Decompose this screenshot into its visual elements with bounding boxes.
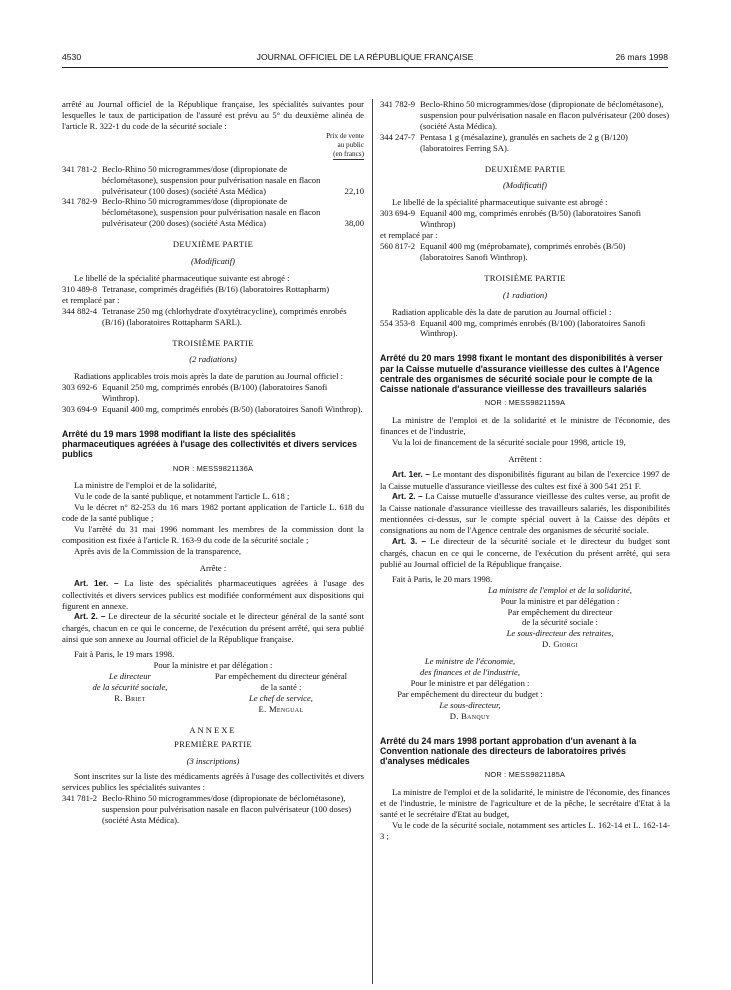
article-label: Art. 3. – [392, 537, 427, 547]
section-subtitle: (3 inscriptions) [186, 756, 240, 767]
product-label: Equanil 400 mg, comprimés enrobés (B/100) (laboratoires Sanofi Winthrop). [420, 317, 646, 339]
list-item [380, 208, 670, 230]
signature-left [62, 671, 198, 715]
signature-line: de la santé : [260, 681, 302, 692]
price-head-line: (en francs) [333, 149, 364, 158]
intro-paragraph: arrêté au Journal officiel de la République française, les spécialités suivantes pour lesquelles le taux de participation de l'assuré est prévu au 5° du deuxième alinéa de l'article R. 322-1 du code de la sécurité sociale : [62, 99, 364, 131]
article-label: Art. 1er. – [392, 469, 430, 479]
signature-line: Le sous-directeur, [439, 699, 501, 710]
list-item [62, 793, 364, 826]
product-label: Beclo-Rhino 50 microgrammes/dose (dipropionate de béclométasone), suspension pour pulvérisation nasale en flacon pulvérisateur (200 doses) (société Asta Médica). [420, 99, 670, 131]
article [380, 469, 670, 492]
page-number: 4530 [62, 52, 82, 62]
signature-line: Le directeur [108, 670, 151, 681]
signatory-name: D. Giorgi [541, 639, 579, 650]
decree-title: Arrêté du 20 mars 1998 fixant le montant des disponibilités à verser par la Caisse mutuelle d'assurance vieillesse des cultes à l'Agence centrale des organismes de sécurité sociale pour le compte de la Caisse nationale d'assurance vieillesse des travailleurs salariés [380, 353, 663, 394]
article-text: Le montant des disponibilités figurant au bilan de l'exercice 1997 de la Caisse mutuelle d'assurance vieillesse des cultes est fixé à 300 541 251 F. [380, 468, 670, 491]
product-label: Tetranase, comprimés dragéifiés (B/16) (laboratoires Rottapharm) [102, 283, 330, 294]
paragraph: Vu le décret n° 82-253 du 16 mars 1982 portant application de l'article L. 618 du code de la santé publique ; [62, 502, 364, 524]
signature-line: des finances et de l'industrie, [420, 667, 520, 678]
article-text: Le directeur de la sécurité sociale et le directeur du budget sont chargés, chacun en ce qui le concerne, de l'exécution du présent arrêté, qui sera publié au Journal officiel de la République française. [380, 536, 670, 569]
list-item [380, 318, 670, 340]
product-code: 344 882-4 [62, 305, 98, 316]
paragraph: et remplacé par : [62, 294, 120, 305]
nor-reference: NOR : MESS9821159A [484, 398, 566, 408]
signatory-name: E. Mengual [258, 703, 304, 714]
section-subtitle: (1 radiation) [502, 289, 548, 300]
signature-line: Pour la ministre et par délégation : [500, 595, 620, 606]
product-code: 341 782-9 [380, 99, 416, 109]
decree-title: Arrêté du 19 mars 1998 modifiant la liste des spécialités pharmaceutiques agréées à l'usage des collectivités et divers services publics [62, 428, 357, 460]
article [380, 491, 670, 536]
section-title: DEUXIÈME PARTIE [172, 239, 254, 250]
paragraph: Le libellé de la spécialité pharmaceutique suivante est abrogé : [392, 197, 608, 208]
article-label: Art. 2. – [392, 492, 423, 502]
product-code: 341 781-2 [62, 163, 98, 174]
product-label: Pentasa 1 g (mésalazine), granulés en sachets de 2 g (B/120) (laboratoires Ferring SA). [420, 131, 628, 153]
product-code: 303 694-9 [380, 208, 416, 219]
article [380, 536, 670, 570]
product-code: 341 782-9 [62, 196, 98, 207]
section-title: DEUXIÈME PARTIE [484, 163, 566, 174]
signature-line: Le chef de service, [248, 692, 313, 703]
signature-line: Par empêchement du directeur général [214, 670, 348, 681]
product-code: 344 247-7 [380, 131, 416, 142]
product-code: 310 489-8 [62, 283, 98, 294]
signature-line: La ministre de l'emploi et de la solidarité, [488, 584, 632, 595]
list-item [62, 306, 364, 328]
signature-line: Pour le ministre et par délégation : [410, 677, 530, 688]
section-title: TROISIÈME PARTIE [484, 272, 566, 283]
list-item [62, 164, 364, 197]
journal-title: JOURNAL OFFICIEL DE LA RÉPUBLIQUE FRANÇAISE [256, 52, 474, 62]
paragraph: La ministre de l'emploi et de la solidarité et le ministre de l'économie, des finances et de l'industrie, [380, 415, 670, 436]
paragraph: Radiation applicable dès la date de parution au Journal officiel : [392, 306, 612, 317]
price-head-line: Prix de vente [326, 131, 364, 140]
section-subtitle: (Modificatif) [503, 180, 547, 191]
product-label: Beclo-Rhino 50 microgrammes/dose (dipropionate de béclométasone), suspension pour pulvérisation nasale en flacon pulvérisateur (100 doses) (société Asta Médica) [102, 163, 321, 196]
price-column-header [62, 132, 364, 160]
signature-line: Le ministre de l'économie, [424, 656, 516, 667]
signature-block [62, 671, 364, 715]
product-label: Beclo-Rhino 50 microgrammes/dose (dipropionate de béclométasone), suspension pour pulvérisation nasale en flacon pulvérisateur (100 doses) (société Asta Médica). [102, 793, 352, 825]
product-code: 341 781-2 [62, 793, 98, 804]
signature-line: de la sécurité sociale : [522, 617, 598, 628]
paragraph: Vu le code de la santé publique, et notamment l'article L. 618 ; [74, 491, 290, 502]
section-subtitle: (Modificatif) [191, 256, 235, 267]
product-label: Equanil 250 mg, comprimés enrobés (B/100) (laboratoires Sanofi Winthrop). [102, 382, 328, 404]
article-text: Le directeur de la sécurité sociale et le directeur général de la santé sont chargés, chacun en ce qui le concerne, de l'exécution du présent arrêté, qui sera publié ainsi que son annexe au Journal officiel de la République française. [62, 611, 364, 645]
paragraph: La ministre de l'emploi et de la solidarité, [74, 480, 217, 491]
arrete-word: Arrête : [199, 562, 227, 573]
paragraph: Sont inscrites sur la liste des médicaments agréés à l'usage des collectivités et divers services publics les spécialités suivantes : [62, 771, 364, 793]
list-item [380, 132, 670, 154]
decree-title: Arrêté du 24 mars 1998 portant approbation d'un avenant à la Convention nationale des directeurs de laboratoires privés d'analyses médicales [380, 735, 637, 766]
product-price: 38,00 [344, 218, 364, 229]
signature-block [380, 585, 670, 650]
paragraph: Vu le code de la sécurité sociale, notamment ses articles L. 162-14 et L. 162-14-3 ; [380, 819, 670, 841]
page-header [62, 52, 668, 66]
paragraph: Radiations applicables trois mois après la date de parution au Journal officiel : [74, 371, 344, 382]
signature-block [380, 656, 670, 721]
article-text: La Caisse mutuelle d'assurance vieillesse des cultes verse, au profit de la Caisse nationale d'assurance vieillesse des travailleurs salariés, les disponibilités mentionnées ci-dessus, sur le compte spécial ouvert à la Caisse des dépôts et consignations au nom de l'Agence centrale des organismes de sécurité sociale. [380, 491, 670, 536]
article [62, 578, 364, 612]
article-label: Art. 1er. – [74, 578, 119, 588]
product-label: Equanil 400 mg, comprimés enrobés (B/50) (laboratoires Sanofi Winthrop) [420, 208, 641, 230]
left-column [62, 99, 364, 826]
date-line: Fait à Paris, le 19 mars 1998. [74, 649, 175, 660]
section-subtitle: (2 radiations) [189, 354, 237, 365]
signature-line: Par empêchement du directeur [507, 606, 613, 617]
list-item [62, 382, 364, 404]
section-title: TROISIÈME PARTIE [172, 337, 254, 348]
list-item [62, 196, 364, 229]
product-code: 554 353-8 [380, 317, 416, 328]
arrete-word: Arrêtent : [508, 453, 542, 464]
section-title: PREMIÈRE PARTIE [174, 739, 252, 750]
signature-line: de la sécurité sociale, [92, 681, 168, 692]
list-item [62, 404, 364, 415]
signature-line: Par empêchement du directeur du budget : [397, 688, 543, 699]
paragraph: et remplacé par : [380, 230, 438, 241]
list-item [380, 99, 670, 132]
annex-title: ANNEXE [189, 724, 237, 735]
article-text: La liste des spécialités pharmaceutiques agréées à l'usage des collectivités et divers services publics est modifiée conformément aux dispositions qui figurent en annexe. [62, 577, 364, 611]
signatory-name: D. Banquy [449, 710, 491, 721]
product-code: 560 817-2 [380, 240, 416, 251]
paragraph: Vu l'arrêté du 31 mai 1996 nommant les membres de la commission dont la composition est fixée à l'article R. 163-9 du code de la sécurité sociale ; [62, 524, 364, 545]
list-item [62, 284, 364, 295]
issue-date: 26 mars 1998 [615, 52, 668, 62]
paragraph: Le libellé de la spécialité pharmaceutique suivante est abrogé : [74, 272, 290, 283]
header-rule [62, 67, 668, 68]
signature-right [198, 671, 364, 715]
signatory-name: R. Briet [114, 692, 146, 703]
product-label: Equanil 400 mg (méprobamate), comprimés enrobés (B/50) (laboratoires Sanofi Winthrop). [420, 240, 626, 262]
list-item [380, 241, 670, 263]
price-head-line: au public [337, 140, 364, 149]
product-label: Equanil 400 mg, comprimés enrobés (B/50) (laboratoires Sanofi Winthrop). [102, 404, 363, 415]
nor-reference: NOR : MESS9821185A [484, 770, 566, 780]
product-label: Tetranase 250 mg (chlorhydrate d'oxytétracycline), comprimés enrobés (B/16) (laboratoires Rottapharm SARL). [102, 305, 347, 327]
nor-reference: NOR : MESS9821136A [172, 463, 254, 473]
product-label: Beclo-Rhino 50 microgrammes/dose (dipropionate de béclométasone), suspension pour pulvérisation nasale en flacon pulvérisateur (200 doses) (société Asta Médica) [102, 196, 321, 229]
signature-line: Le sous-directeur des retraites, [506, 628, 614, 639]
date-line: Fait à Paris, le 20 mars 1998. [392, 573, 493, 584]
column-divider [372, 99, 373, 984]
paragraph: Vu la loi de financement de la sécurité sociale pour 1998, article 19, [392, 436, 626, 447]
article-label: Art. 2. – [74, 612, 106, 622]
delegation-line: Pour la ministre et par délégation : [153, 660, 273, 671]
product-code: 303 692-6 [62, 382, 98, 393]
product-price: 22,10 [344, 185, 364, 196]
paragraph: La ministre de l'emploi et de la solidarité, le ministre de l'économie, des finances et de l'industrie, le ministre de l'agriculture et de la pêche, le secrétaire d'Etat à la santé et le secrétaire d'Etat au budget, [380, 787, 670, 819]
right-column [380, 99, 670, 842]
product-code: 303 694-9 [62, 404, 98, 415]
article [62, 611, 364, 645]
paragraph: Après avis de la Commission de la transparence, [74, 545, 242, 556]
